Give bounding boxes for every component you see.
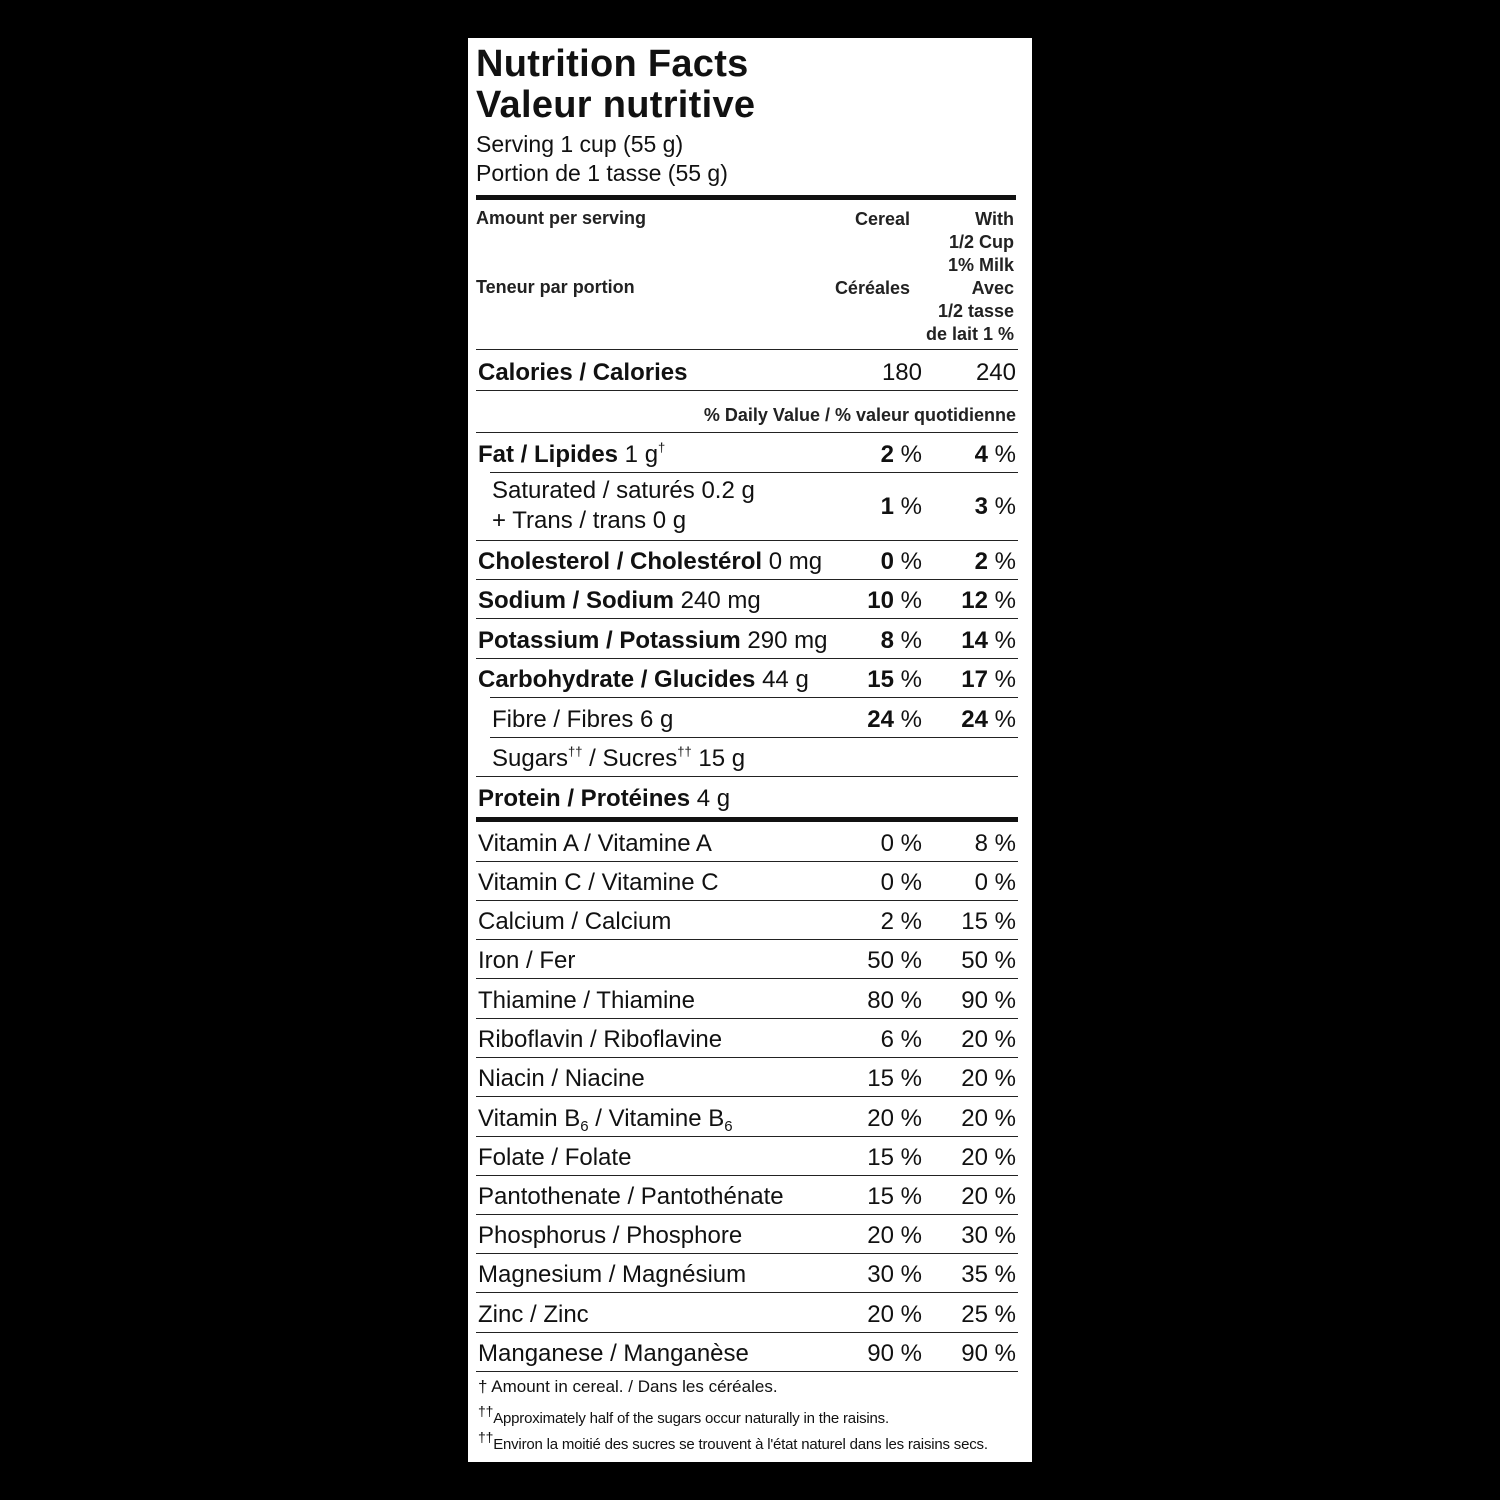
fat-amount: 1 g: [618, 441, 659, 468]
sugars-amount: 15 g: [691, 745, 746, 772]
teneur-par-portion-label: Teneur par portion: [476, 277, 635, 297]
column-milk-header-line1: With: [975, 209, 1014, 229]
fibre-label: Fibre / Fibres 6 g: [492, 706, 674, 733]
fat-cereal-dv: 2: [880, 441, 894, 468]
cholesterol-cereal-dv: 0: [880, 548, 894, 575]
sodium-milk-dv: 12: [961, 587, 988, 614]
protein-row: [476, 778, 1018, 816]
saturated-trans-row: Saturated / saturés 0.2 g + Trans / trans 0 g 1 % 3 %: [476, 474, 1018, 540]
vitamin-row: Magnesium / Magnésium 30 % 35 %: [476, 1254, 1018, 1292]
sodium-label: Sodium / Sodium: [478, 587, 674, 614]
fibre-milk-dv: 24: [961, 706, 988, 733]
daily-value-header: % Daily Value / % valeur quotidienne: [703, 405, 1016, 425]
sugars-double-dagger: ††: [568, 744, 583, 759]
saturated-label: Saturated / saturés 0.2 g: [492, 477, 755, 504]
column-cereales-header: Céréales: [834, 278, 910, 298]
vitamin-row: Manganese / Manganèse 90 % 90 %: [476, 1333, 1018, 1371]
calories-milk-value: 240: [975, 359, 1016, 386]
carbohydrate-milk-dv: 17: [961, 666, 988, 693]
potassium-amount: 290 mg: [740, 627, 828, 654]
sodium-amount: 240 mg: [674, 587, 761, 614]
cholesterol-row: Cholesterol / Cholestérol 0 mg 0 % 2 %: [476, 541, 1018, 579]
saturated-milk-dv: 3: [974, 493, 988, 520]
footnote-double-dagger-english: ††Approximately half of the sugars occur naturally in the raisins.: [478, 1403, 889, 1427]
calories-label: Calories / Calories: [478, 359, 688, 386]
vitamin-row: Vitamin $B_6$ / Vitamine $B_6$ 20 % 20 %: [478, 1105, 1016, 1135]
title-french: Valeur nutritive: [476, 84, 756, 126]
serving-size-french: Portion de 1 tasse (55 g): [476, 160, 728, 186]
vitamin-row: Pantothenate / Pantothénate 15 % 20 %: [476, 1176, 1018, 1214]
amount-per-serving-label: Amount per serving: [476, 208, 647, 228]
column-milk-header-line3: 1% Milk: [947, 255, 1014, 275]
protein-amount: 4 g: [690, 785, 731, 812]
header-divider: [476, 349, 1018, 350]
vitamin-row: Vitamin A / Vitamine A 0 % 8 %: [476, 823, 1018, 861]
sucres-double-dagger: ††: [677, 744, 692, 759]
sugars-label: Sugars: [492, 745, 569, 772]
vitamin-row: Calcium / Calcium 2 % 15 %: [476, 901, 1018, 939]
footnote-double-dagger-french: ††Environ la moitié des sucres se trouvent à l'état naturel dans les raisins secs.: [478, 1429, 988, 1453]
column-lait-header-line2: 1/2 tasse: [937, 301, 1014, 321]
daily-value-divider: [476, 432, 1018, 433]
cholesterol-label: Cholesterol / Cholestérol: [478, 548, 763, 575]
vitamin-row: Zinc / Zinc 20 % 25 %: [476, 1294, 1018, 1332]
trans-label: + Trans / trans 0 g: [492, 507, 687, 534]
vitamin-row: Iron / Fer 50 % 50 %: [476, 940, 1018, 978]
nutrition-facts-label: [468, 38, 1032, 1462]
sodium-row: Sodium / Sodium 240 mg 10 % 12 %: [476, 580, 1018, 618]
thick-divider: [476, 195, 1016, 200]
potassium-cereal-dv: 8: [880, 627, 894, 654]
protein-label: Protein / Protéines: [478, 785, 691, 812]
vitamin-row: Niacin / Niacine 15 % 20 %: [476, 1058, 1018, 1096]
column-milk-header-line2: 1/2 Cup: [948, 232, 1014, 252]
sugars-row: Sugars†† / Sucres†† 15 g: [476, 738, 1018, 776]
carbohydrate-cereal-dv: 15: [867, 666, 894, 693]
carbohydrate-amount: 44 g: [755, 666, 809, 693]
footnote-dagger: † Amount in cereal. / Dans les céréales.: [478, 1377, 778, 1396]
column-cereal-header: Cereal: [854, 209, 910, 229]
calories-row: [476, 352, 1018, 390]
potassium-label: Potassium / Potassium: [478, 627, 741, 654]
serving-size-english: Serving 1 cup (55 g): [476, 131, 684, 157]
vitamin-row: Vitamin C / Vitamine C 0 % 0 %: [476, 862, 1018, 900]
vitamin-row: Thiamine / Thiamine 80 % 90 %: [476, 980, 1018, 1018]
column-lait-header-line1: Avec: [971, 278, 1014, 298]
vitamin-row: Folate / Folate 15 % 20 %: [476, 1137, 1018, 1175]
calories-cereal-value: 180: [881, 359, 922, 386]
title-english: Nutrition Facts: [476, 43, 749, 85]
cholesterol-milk-dv: 2: [974, 548, 988, 575]
cholesterol-amount: 0 mg: [762, 548, 823, 575]
carbohydrate-row: Carbohydrate / Glucides 44 g 15 % 17 %: [476, 659, 1018, 697]
fat-dagger-mark: †: [658, 440, 666, 455]
carbohydrate-label: Carbohydrate / Glucides: [478, 666, 756, 693]
fibre-row: Fibre / Fibres 6 g 24 % 24 %: [476, 699, 1018, 737]
fat-label: Fat / Lipides: [478, 441, 619, 468]
vitamin-row: Riboflavin / Riboflavine 6 % 20 %: [476, 1019, 1018, 1057]
potassium-row: Potassium / Potassium 290 mg 8 % 14 %: [476, 620, 1018, 658]
column-lait-header-line3: de lait 1 %: [925, 324, 1014, 344]
potassium-milk-dv: 14: [961, 627, 988, 654]
fat-milk-dv: 4: [974, 441, 988, 468]
sodium-cereal-dv: 10: [867, 587, 894, 614]
saturated-cereal-dv: 1: [880, 493, 894, 520]
vitamin-row: Phosphorus / Phosphore 20 % 30 %: [476, 1215, 1018, 1253]
vitamins-thick-divider: [476, 817, 1018, 822]
fibre-cereal-dv: 24: [867, 706, 894, 733]
fat-row: Fat / Lipides 1 g† 2 % 4 %: [476, 434, 1018, 472]
